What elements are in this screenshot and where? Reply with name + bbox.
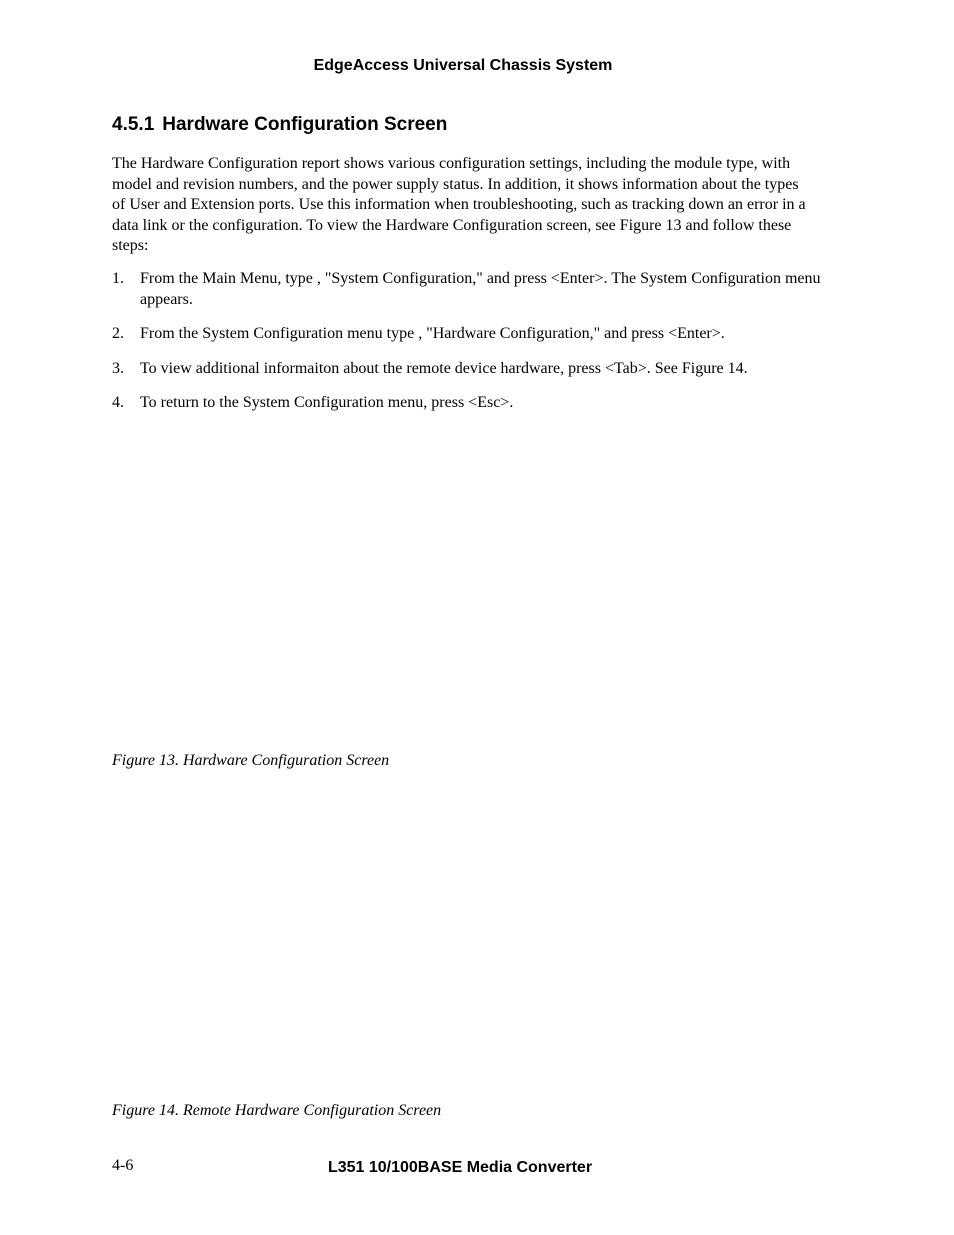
page-number: 4-6: [112, 1157, 134, 1174]
step-text: From the System Configuration menu type , "Hardware Configuration," and press <Enter>.: [140, 325, 725, 342]
list-item: [112, 359, 832, 380]
running-header: EdgeAccess Universal Chassis System: [313, 57, 613, 74]
step-number: 3.: [112, 359, 124, 377]
step-number: 4.: [112, 394, 124, 411]
step-text: From the Main Menu, type , "System Configuration," and press <Enter>. The System Configuration menu appears.: [140, 270, 821, 308]
steps-list: [112, 269, 832, 428]
figure-13-caption: Figure 13. Hardware Configuration Screen: [112, 752, 390, 769]
section-number: 4.5.1: [112, 114, 155, 135]
running-footer: L351 10/100BASE Media Converter: [327, 1159, 593, 1176]
list-item: [112, 269, 832, 310]
section-title: Hardware Configuration Screen: [162, 114, 448, 135]
section-heading: [112, 114, 447, 136]
figure-14-caption: Figure 14. Remote Hardware Configuration Screen: [112, 1102, 442, 1119]
step-number: 1.: [112, 270, 124, 287]
step-number: 2.: [112, 325, 124, 342]
step-text: To return to the System Configuration menu, press <Esc>.: [140, 394, 514, 411]
intro-paragraph: The Hardware Configuration report shows various configuration settings, including the module type, with model and revision numbers, and the power supply status. In addition, it shows information about the types of User and Extension ports. Use this information when troubleshooting, such as tracking down an error in a data link or the configuration. To view the Hardware Configuration screen, see Figure 13 and follow these steps:: [112, 155, 806, 254]
list-item: [112, 393, 832, 414]
step-text: To view additional informaiton about the remote device hardware, press <Tab>. See Figure 14.: [140, 359, 748, 377]
list-item: [112, 324, 832, 345]
